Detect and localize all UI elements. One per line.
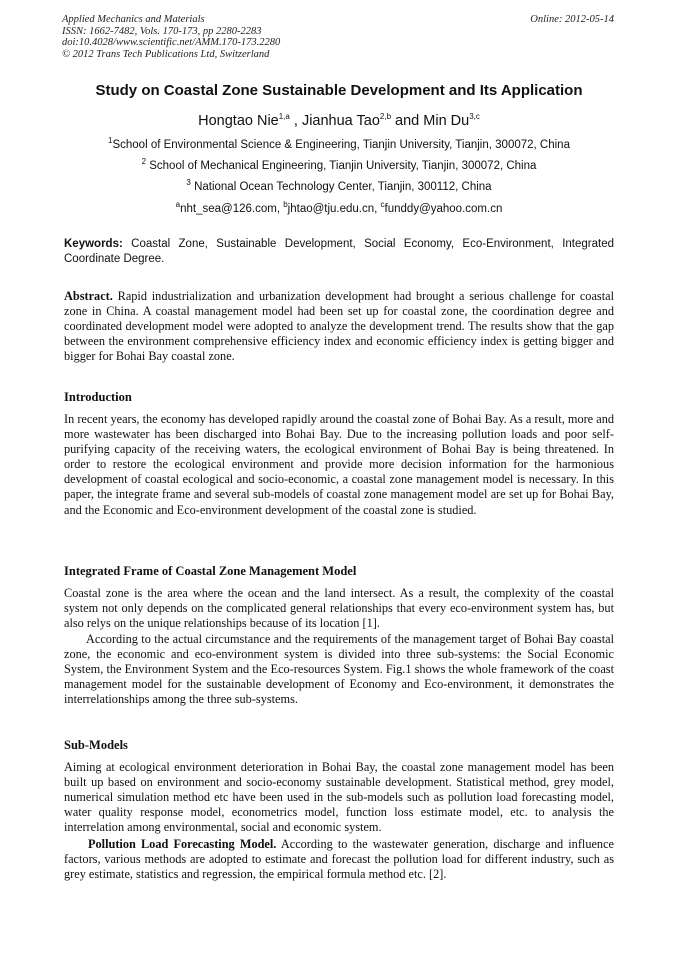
author-affiliation-mark: 2,b	[379, 112, 392, 122]
affiliation	[20, 157, 658, 172]
copyright-line: © 2012 Trans Tech Publications Ltd, Switzerland	[62, 48, 270, 60]
email-address: funddy@yahoo.com.cn	[384, 203, 503, 215]
affiliation-text: School of Environmental Science & Engineering, Tianjin University, Tianjin, 300072, China	[112, 139, 570, 151]
author-name: Min Du	[423, 113, 470, 129]
abstract-label: Abstract.	[64, 289, 113, 303]
section-heading-sub-models: Sub-Models	[64, 738, 128, 752]
section-heading-integrated-frame: Integrated Frame of Coastal Zone Management Model	[64, 564, 357, 578]
keywords-label: Keywords:	[64, 238, 123, 250]
sub-models-paragraph-2	[64, 837, 614, 882]
affiliation-text: National Ocean Technology Center, Tianjin, 300112, China	[190, 181, 492, 193]
doi-line: doi:10.4028/www.scientific.net/AMM.170-173.2280	[62, 37, 281, 48]
affiliation	[20, 178, 658, 193]
affiliation-mark: 2	[141, 157, 147, 167]
author-affiliation-mark: 3,c	[469, 112, 480, 122]
issn-line: ISSN: 1662-7482, Vols. 170-173, pp 2280-2283	[62, 25, 262, 37]
email-address: nht_sea@126.com,	[180, 203, 284, 215]
abstract-text: Rapid industrialization and urbanization development had brought a serious challenge for coastal zone in China. A coastal management model had been set up for coastal zone, the coordination degree and coordinated development model were adopted to analyze the development trend. The results show that the gap between the environment comprehensive efficiency index and economic efficiency index is getting bigger and bigger for Bohai Bay coastal zone.	[64, 289, 614, 364]
author-affiliation-mark: 1,a	[278, 112, 290, 122]
author-separator: ,	[289, 113, 302, 129]
abstract	[64, 289, 614, 364]
affiliation-text: School of Mechanical Engineering, Tianjin University, Tianjin, 300072, China	[146, 160, 537, 172]
author-list	[40, 113, 638, 129]
frame-paragraph-2: According to the actual circumstance and the requirements of the management target of Bohai Bay coastal zone, the economic and eco-environment system is divided into three sub-systems: the Social Economic System, the Environment System and the Eco-resources System. Fig.1 shows the whole framework of the coast management model for the sustainable development of Economy and Eco-environment, it demonstrates the interrelationships among the three sub-systems.	[64, 632, 614, 707]
section-heading-introduction: Introduction	[64, 390, 132, 404]
introduction-paragraph: In recent years, the economy has developed rapidly around the coastal zone of Bohai Bay. As a result, more and more wastewater has been discharged into Bohai Bay. Due to the increasing pollution loads and poor self-purifying capacity of the receiving waters, the ecological environment of Bohai Bay is being threatened. In order to restore the ecological environment and provide more decision information for the harmonious development of coastal ecological and socio-economic, a coastal zone management model is necessary. In this paper, the integrate frame and several sub-models of coastal zone management model are set up for Bohai Bay, and the Economic and Eco-environment development of the coastal zone is studied.	[64, 412, 614, 517]
email-mark: c	[380, 200, 385, 210]
paper-title: Study on Coastal Zone Sustainable Development and Its Application	[95, 82, 583, 99]
author-name: Jianhua Tao	[301, 113, 380, 129]
keywords-text: Coastal Zone, Sustainable Development, Social Economy, Eco-Environment, Integrated Coordinate Degree.	[64, 238, 614, 265]
email-mark: a	[175, 200, 181, 210]
email-line	[20, 200, 658, 215]
affiliation	[20, 136, 658, 151]
online-date: Online: 2012-05-14	[530, 14, 614, 25]
journal-header	[62, 14, 280, 60]
sub-models-paragraph-1: Aiming at ecological environment deterioration in Bohai Bay, the coastal zone management model has been built up based on environment and socio-economy sustainable development. Statistical method, grey model, numerical simulation method etc have been used in the sub-models such as pollution load forecasting model, water quality response model, econometrics model, function loss estimate model, etc. to analysis the interrelation among environmental, social and economic system.	[64, 760, 614, 835]
frame-paragraph-1: Coastal zone is the area where the ocean and the land intersect. As a result, the complexity of the coastal system not only depends on the complicated general relationships that every eco-environment system has, but also relys on the unique relationships because of its location [1].	[64, 586, 614, 631]
journal-name: Applied Mechanics and Materials	[62, 14, 205, 25]
email-mark: b	[283, 200, 288, 210]
subsection-label: Pollution Load Forecasting Model.	[88, 837, 277, 851]
author-separator: and	[391, 113, 424, 129]
author-name: Hongtao Nie	[198, 113, 279, 129]
keywords	[64, 237, 614, 267]
affiliation-mark: 3	[186, 178, 191, 188]
email-address: jhtao@tju.edu.cn,	[287, 203, 381, 215]
subsection-text: According to the wastewater generation, discharge and influence factors, various methods are adopted to estimate and forecast the pollution load for different industry, such as grey estimate, statistics and regression, the empirical formula method etc. [2].	[64, 837, 615, 882]
affiliation-mark: 1	[108, 136, 113, 146]
